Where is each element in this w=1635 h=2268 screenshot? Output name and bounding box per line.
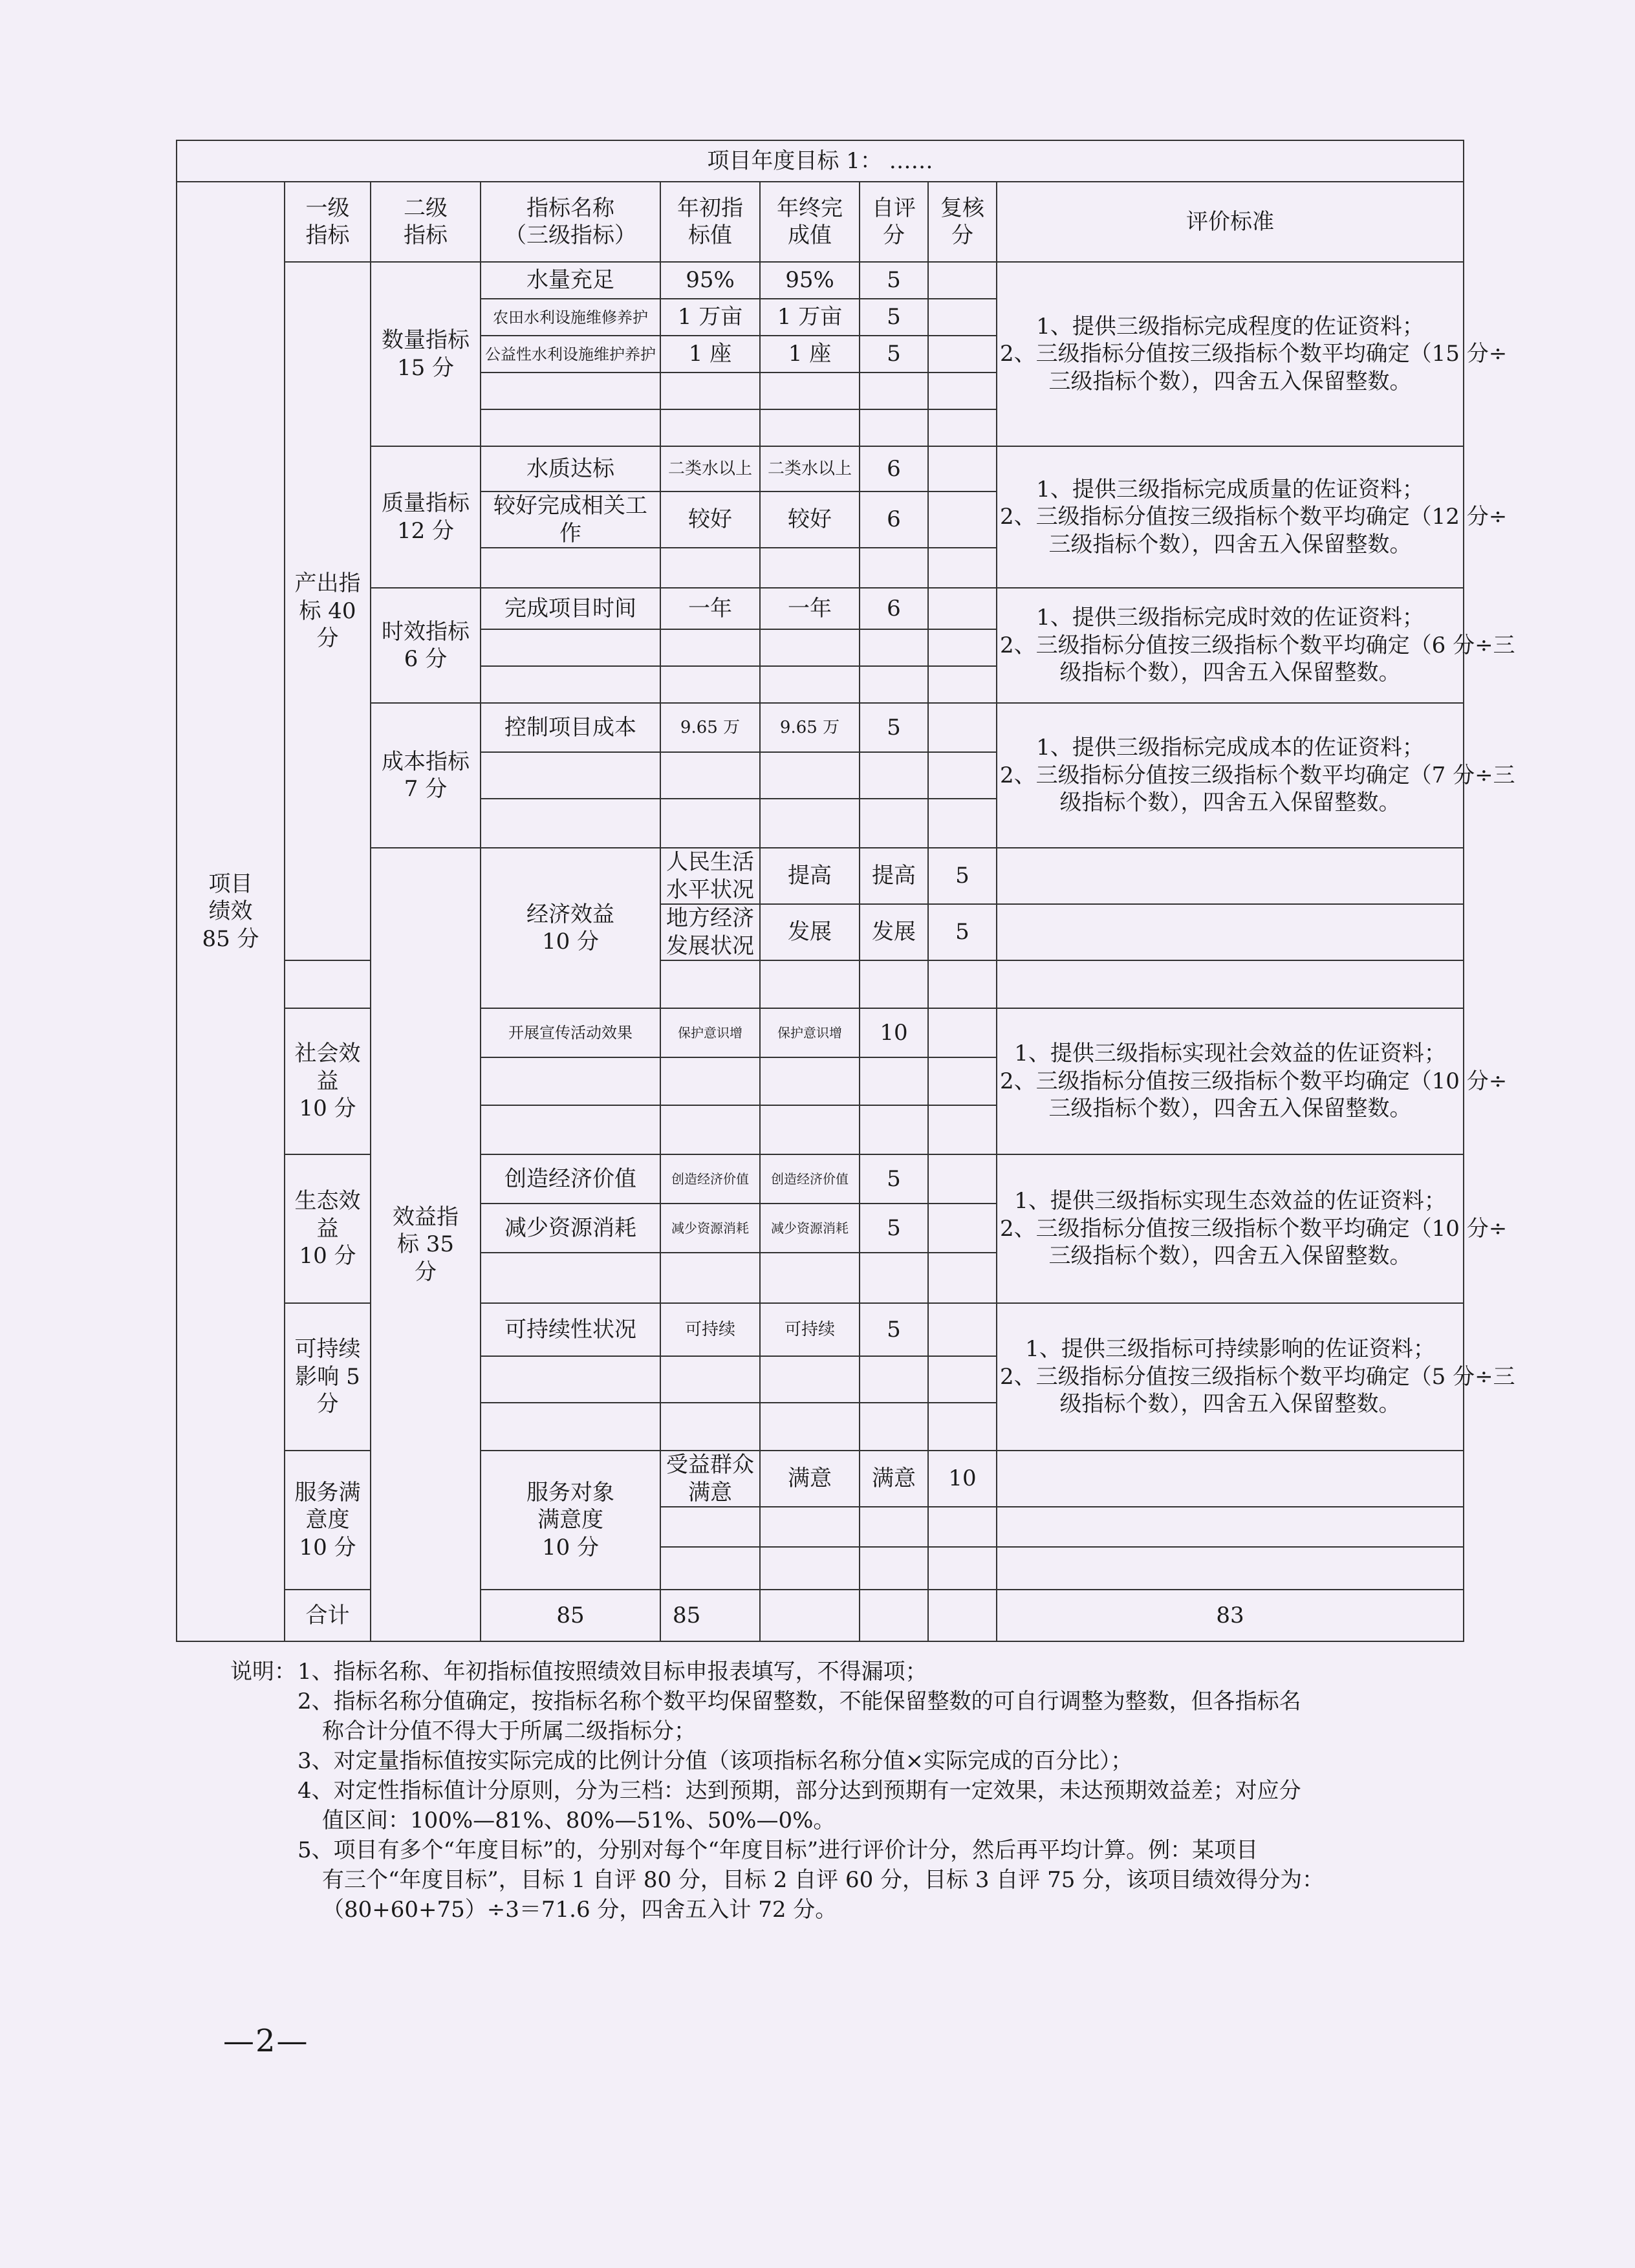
self-score: 10 <box>860 1008 928 1057</box>
self-score: 5 <box>860 262 928 299</box>
service-level1-cell: 服务满 意度 10 分 <box>285 1451 371 1590</box>
table-row <box>177 1008 1464 1057</box>
review-score <box>928 491 997 548</box>
target-value: 保护意识增 <box>660 1008 760 1057</box>
review-score <box>997 848 1464 904</box>
actual-value: 95% <box>760 262 860 299</box>
indicator-name: 较好完成相关工作 <box>481 491 660 548</box>
note-item: 说明： 1、指标名称、年初指标值按照绩效目标申报表填写，不得漏项； <box>230 1657 1433 1687</box>
table-row <box>177 1303 1464 1356</box>
empty-cell <box>928 1253 997 1303</box>
empty-cell <box>660 1253 760 1303</box>
header-criteria: 评价标准 <box>997 182 1464 262</box>
empty-cell <box>481 799 660 848</box>
empty-cell <box>760 1590 860 1641</box>
empty-cell <box>660 752 760 799</box>
empty-cell <box>860 666 928 703</box>
empty-cell <box>928 409 997 446</box>
empty-cell <box>660 1105 760 1154</box>
actual-value: 发展 <box>860 904 928 960</box>
self-score: 6 <box>860 588 928 629</box>
quality-level2-cell: 质量指标 12 分 <box>371 446 481 588</box>
benefit-level1-cell: 效益指 标 35 分 <box>371 848 481 1641</box>
target-value: 可持续 <box>660 1303 760 1356</box>
review-score <box>928 1154 997 1204</box>
empty-cell <box>928 752 997 799</box>
empty-cell <box>660 799 760 848</box>
review-score <box>928 1008 997 1057</box>
notes-section <box>230 1657 1433 1925</box>
empty-cell <box>928 1105 997 1154</box>
empty-cell <box>860 1403 928 1451</box>
total-level1: 85 <box>481 1590 660 1641</box>
empty-cell <box>660 1403 760 1451</box>
target-value: 减少资源消耗 <box>660 1204 760 1253</box>
empty-cell <box>860 548 928 588</box>
timeliness-level2-cell: 时效指标 6 分 <box>371 588 481 703</box>
empty-cell <box>928 1507 997 1547</box>
header-target: 年初指 标值 <box>660 182 760 262</box>
empty-cell <box>760 629 860 666</box>
self-score: 5 <box>928 904 997 960</box>
note-item: 3、对定量指标值按实际完成的比例计分值（该项指标名称分值×实际完成的百分比）； <box>298 1748 1133 1774</box>
empty-cell <box>481 752 660 799</box>
ecological-level2-cell: 生态效益 10 分 <box>285 1154 371 1303</box>
project-performance-cell: 项目 绩效 85 分 <box>177 182 285 1641</box>
empty-cell <box>760 1253 860 1303</box>
empty-cell <box>660 960 760 1008</box>
empty-cell <box>760 548 860 588</box>
empty-cell <box>928 1356 997 1403</box>
empty-cell <box>660 1356 760 1403</box>
self-score: 5 <box>860 299 928 336</box>
indicator-name: 控制项目成本 <box>481 703 660 752</box>
sustainable-level2-cell: 可持续 影响 5 分 <box>285 1303 371 1451</box>
empty-cell <box>660 1507 760 1547</box>
table-row <box>177 1451 1464 1507</box>
table-row <box>177 262 1464 299</box>
page-number: —2— <box>223 2023 309 2059</box>
table-title: 项目年度目标 1： …… <box>177 140 1464 182</box>
empty-cell <box>928 1547 997 1590</box>
total-row <box>177 1590 1464 1641</box>
actual-value: 1 万亩 <box>760 299 860 336</box>
target-value: 9.65 万 <box>660 703 760 752</box>
target-value: 一年 <box>660 588 760 629</box>
empty-cell <box>481 409 660 446</box>
self-score: 5 <box>860 1303 928 1356</box>
empty-cell <box>760 799 860 848</box>
note-item: 4、对定性指标值计分原则，分为三档：达到预期，部分达到预期有一定效果，未达预期效益差；对应分 值区间：100%—81%、80%—51%、50%—0%。 <box>298 1778 1301 1833</box>
empty-cell <box>760 409 860 446</box>
empty-cell <box>928 373 997 409</box>
empty-cell <box>928 629 997 666</box>
target-value: 创造经济价值 <box>660 1154 760 1204</box>
empty-cell <box>997 1507 1464 1547</box>
empty-cell <box>660 373 760 409</box>
empty-cell <box>481 1403 660 1451</box>
target-value: 1 万亩 <box>660 299 760 336</box>
empty-cell <box>860 960 928 1008</box>
performance-table <box>176 140 1515 1642</box>
empty-cell <box>928 1403 997 1451</box>
empty-cell <box>481 373 660 409</box>
empty-cell <box>760 1057 860 1105</box>
indicator-name: 公益性水利设施维护养护 <box>481 336 660 373</box>
empty-cell <box>660 548 760 588</box>
empty-cell <box>860 752 928 799</box>
actual-value: 创造经济价值 <box>760 1154 860 1204</box>
table-row <box>177 960 1464 1008</box>
empty-cell <box>928 799 997 848</box>
empty-cell <box>760 960 860 1008</box>
social-level2-cell: 社会效益 10 分 <box>285 1008 371 1154</box>
empty-cell <box>481 629 660 666</box>
self-score: 5 <box>860 1154 928 1204</box>
empty-cell <box>760 373 860 409</box>
total-self-score: 83 <box>997 1590 1464 1641</box>
ecological-criteria: 1、提供三级指标实现生态效益的佐证资料； 2、三级指标分值按三级指标个数平均确定（10 分÷ 三级指标个数），四舍五入保留整数。 <box>997 1154 1464 1303</box>
cost-criteria: 1、提供三级指标完成成本的佐证资料； 2、三级指标分值按三级指标个数平均确定（7 分÷三 级指标个数），四舍五入保留整数。 <box>997 703 1464 848</box>
indicator-name: 地方经济发展状况 <box>660 904 760 960</box>
satisfaction-level2-cell: 服务对象 满意度 10 分 <box>481 1451 660 1590</box>
indicator-name: 创造经济价值 <box>481 1154 660 1204</box>
empty-cell <box>860 409 928 446</box>
empty-cell <box>928 548 997 588</box>
empty-cell <box>660 1547 760 1590</box>
header-self-score: 自评 分 <box>860 182 928 262</box>
review-score <box>928 703 997 752</box>
indicator-name: 水质达标 <box>481 446 660 491</box>
empty-cell <box>660 1057 760 1105</box>
quality-criteria: 1、提供三级指标完成质量的佐证资料； 2、三级指标分值按三级指标个数平均确定（12 分÷ 三级指标个数），四舍五入保留整数。 <box>997 446 1464 588</box>
empty-cell <box>660 409 760 446</box>
review-score <box>928 262 997 299</box>
actual-value: 9.65 万 <box>760 703 860 752</box>
target-value: 发展 <box>760 904 860 960</box>
table-row <box>177 1154 1464 1204</box>
target-value: 1 座 <box>660 336 760 373</box>
empty-cell <box>760 1507 860 1547</box>
notes-lead: 说明： <box>230 1659 296 1685</box>
indicator-name: 农田水利设施维修养护 <box>481 299 660 336</box>
quantity-level2-cell: 数量指标 15 分 <box>371 262 481 446</box>
actual-value: 可持续 <box>760 1303 860 1356</box>
empty-cell <box>860 373 928 409</box>
economic-level2-cell: 经济效益 10 分 <box>481 848 660 1008</box>
self-score: 5 <box>860 336 928 373</box>
timeliness-criteria: 1、提供三级指标完成时效的佐证资料； 2、三级指标分值按三级指标个数平均确定（6 分÷三 级指标个数），四舍五入保留整数。 <box>997 588 1464 703</box>
actual-value: 二类水以上 <box>760 446 860 491</box>
target-value: 满意 <box>760 1451 860 1507</box>
header-level1: 一级 指标 <box>285 182 371 262</box>
empty-cell <box>997 1547 1464 1590</box>
empty-cell <box>481 1105 660 1154</box>
target-value: 较好 <box>660 491 760 548</box>
review-score <box>928 446 997 491</box>
empty-cell <box>860 1547 928 1590</box>
header-actual: 年终完 成值 <box>760 182 860 262</box>
empty-cell <box>928 1590 997 1641</box>
empty-cell <box>928 666 997 703</box>
target-value: 二类水以上 <box>660 446 760 491</box>
empty-cell <box>285 960 371 1008</box>
empty-cell <box>928 1057 997 1105</box>
header-indicator-name: 指标名称 （三级指标） <box>481 182 660 262</box>
header-row <box>177 182 1464 262</box>
actual-value: 满意 <box>860 1451 928 1507</box>
empty-cell <box>481 666 660 703</box>
review-score <box>928 588 997 629</box>
actual-value: 减少资源消耗 <box>760 1204 860 1253</box>
empty-cell <box>760 1356 860 1403</box>
target-value: 95% <box>660 262 760 299</box>
self-score: 6 <box>860 491 928 548</box>
indicator-name: 减少资源消耗 <box>481 1204 660 1253</box>
total-level2: 85 <box>660 1590 760 1641</box>
empty-cell <box>660 666 760 703</box>
note-item: 5、项目有多个“年度目标”的，分别对每个“年度目标”进行评价计分，然后再平均计算。例：某项目 有三个“年度目标”，目标 1 自评 80 分，目标 2 自评 60 分，目标 3 自评 75 分，该项目绩效得分为： （80+60+75）÷3＝71.6 分，四舍五入计 72 分。 <box>298 1837 1325 1923</box>
self-score: 6 <box>860 446 928 491</box>
empty-cell <box>760 1105 860 1154</box>
review-score <box>997 1451 1464 1507</box>
sustainable-criteria: 1、提供三级指标可持续影响的佐证资料； 2、三级指标分值按三级指标个数平均确定（5 分÷三 级指标个数），四舍五入保留整数。 <box>997 1303 1464 1451</box>
empty-cell <box>760 752 860 799</box>
actual-value: 较好 <box>760 491 860 548</box>
self-score: 10 <box>928 1451 997 1507</box>
self-score: 5 <box>860 703 928 752</box>
empty-cell <box>760 1547 860 1590</box>
empty-cell <box>481 1356 660 1403</box>
cost-level2-cell: 成本指标 7 分 <box>371 703 481 848</box>
social-criteria: 1、提供三级指标实现社会效益的佐证资料； 2、三级指标分值按三级指标个数平均确定（10 分÷ 三级指标个数），四舍五入保留整数。 <box>997 1008 1464 1154</box>
indicator-name: 完成项目时间 <box>481 588 660 629</box>
empty-cell <box>860 1590 928 1641</box>
empty-cell <box>860 1356 928 1403</box>
actual-value: 一年 <box>760 588 860 629</box>
actual-value: 1 座 <box>760 336 860 373</box>
indicator-name: 可持续性状况 <box>481 1303 660 1356</box>
review-score <box>997 904 1464 960</box>
header-review-score: 复核 分 <box>928 182 997 262</box>
note-item: 2、指标名称分值确定，按指标名称个数平均保留整数，不能保留整数的可自行调整为整数，但各指标名 称合计分值不得大于所属二级指标分； <box>298 1689 1301 1744</box>
review-score <box>928 336 997 373</box>
empty-cell <box>928 960 997 1008</box>
review-score <box>928 299 997 336</box>
empty-cell <box>481 548 660 588</box>
empty-cell <box>760 1403 860 1451</box>
actual-value: 提高 <box>860 848 928 904</box>
empty-cell <box>860 1057 928 1105</box>
indicator-name: 水量充足 <box>481 262 660 299</box>
output-level1-cell: 产出指 标 40 分 <box>285 262 371 960</box>
empty-cell <box>760 666 860 703</box>
target-value: 提高 <box>760 848 860 904</box>
review-score <box>928 1303 997 1356</box>
indicator-name: 受益群众满意 <box>660 1451 760 1507</box>
quantity-criteria: 1、提供三级指标完成程度的佐证资料； 2、三级指标分值按三级指标个数平均确定（15 分÷ 三级指标个数），四舍五入保留整数。 <box>997 262 1464 446</box>
empty-cell <box>860 1105 928 1154</box>
empty-cell <box>660 629 760 666</box>
empty-cell <box>860 799 928 848</box>
empty-cell <box>481 1057 660 1105</box>
total-label: 合计 <box>285 1590 371 1641</box>
indicator-name: 人民生活水平状况 <box>660 848 760 904</box>
review-score <box>928 1204 997 1253</box>
actual-value: 保护意识增 <box>760 1008 860 1057</box>
indicator-name: 开展宣传活动效果 <box>481 1008 660 1057</box>
empty-cell <box>860 1253 928 1303</box>
self-score: 5 <box>860 1204 928 1253</box>
empty-cell <box>481 1253 660 1303</box>
header-level2: 二级 指标 <box>371 182 481 262</box>
empty-cell <box>860 1507 928 1547</box>
empty-cell <box>860 629 928 666</box>
self-score: 5 <box>928 848 997 904</box>
